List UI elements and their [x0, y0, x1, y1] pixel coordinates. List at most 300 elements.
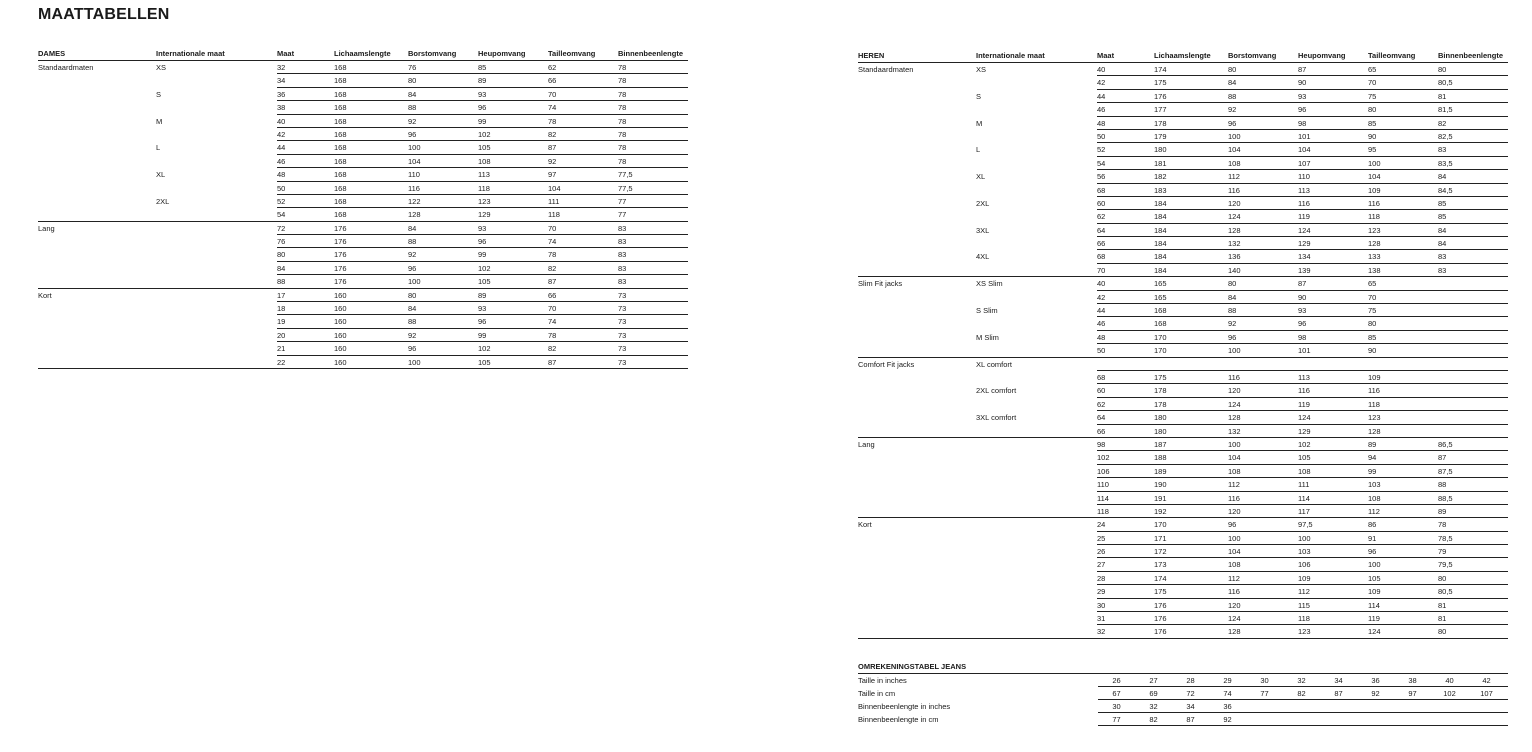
heren-table-cell: [858, 184, 976, 197]
heren-table-cell: [976, 371, 1097, 384]
dames-table-cell: [156, 182, 277, 195]
heren-table-cell: 176: [1154, 627, 1167, 637]
jeans-table-cell: 82: [1297, 689, 1306, 698]
heren-header-cell: HEREN: [858, 51, 885, 60]
heren-table-row: [858, 492, 1508, 505]
heren-header-cell: Internationale maat: [976, 51, 1045, 60]
heren-table-cell: 192: [1154, 506, 1167, 516]
heren-table-cell: [976, 478, 1097, 491]
heren-table-cell: 81: [1438, 91, 1447, 101]
heren-table-cell: 184: [1154, 239, 1167, 249]
heren-table-cell: 119: [1368, 614, 1380, 624]
heren-table-cell: 89: [1438, 506, 1447, 516]
dames-table-cell: 100: [408, 357, 421, 367]
heren-table-cell: 124: [1228, 614, 1241, 624]
jeans-table-cell: 87: [1334, 689, 1343, 698]
heren-table-row: [858, 371, 1508, 384]
heren-table-cell: 178: [1154, 118, 1167, 128]
jeans-table-cell: 87: [1186, 715, 1195, 724]
heren-table-cell: 117: [1298, 506, 1310, 516]
heren-table-row: [858, 317, 1508, 330]
heren-table-cell: 62: [1097, 212, 1106, 222]
heren-table-cell: 104: [1228, 453, 1241, 463]
heren-table-cell: [858, 425, 976, 437]
dames-table-cell: 105: [478, 143, 491, 153]
heren-table-cell: [858, 291, 976, 304]
heren-table-cell: [858, 317, 976, 330]
heren-table-cell: 184: [1154, 198, 1167, 208]
dames-table-cell: 176: [334, 250, 347, 260]
jeans-table-cell: 77: [1112, 715, 1121, 724]
heren-table-cell: 181: [1154, 158, 1167, 168]
heren-table-row: [858, 425, 1508, 438]
heren-table-cell: [976, 210, 1097, 223]
jeans-table-cell: 42: [1482, 676, 1491, 685]
heren-table-cell: 180: [1154, 145, 1167, 155]
heren-table-cell: [858, 170, 976, 183]
dames-table-cell: [156, 342, 277, 355]
heren-table-cell: 3XL comfort: [976, 413, 1017, 423]
dames-table-cell: 74: [548, 317, 557, 327]
heren-table-cell: 68: [1097, 372, 1106, 382]
heren-table-cell: 120: [1228, 386, 1241, 396]
heren-table-cell: [858, 224, 976, 237]
dames-table-cell: 76: [408, 63, 417, 72]
heren-table-cell: [858, 371, 976, 384]
heren-table-cell: [976, 505, 1097, 517]
heren-header-cell: Heupomvang: [1298, 51, 1346, 60]
heren-table-cell: 96: [1228, 332, 1237, 342]
heren-table-row: [858, 304, 1508, 317]
heren-table-cell: 70: [1368, 78, 1377, 88]
heren-table-cell: 139: [1298, 265, 1311, 275]
heren-table-cell: 46: [1097, 105, 1106, 115]
dames-table-row: [38, 61, 688, 74]
dames-table-cell: XS: [156, 63, 167, 72]
dames-table-cell: 83: [618, 250, 627, 260]
dames-table-cell: 78: [618, 156, 627, 166]
heren-table-cell: [976, 465, 1097, 478]
heren-table-cell: 84,5: [1438, 185, 1453, 195]
dames-table-cell: [156, 208, 277, 220]
heren-table-cell: 184: [1154, 265, 1167, 275]
dames-table-cell: 102: [478, 344, 491, 354]
heren-table-cell: [1438, 411, 1508, 424]
heren-table-cell: 28: [1097, 573, 1106, 583]
jeans-table-cell: 38: [1408, 676, 1417, 685]
dames-table-cell: 168: [334, 63, 347, 72]
dames-table-cell: 80: [408, 76, 417, 86]
heren-table-cell: [858, 264, 976, 276]
heren-table-cell: [976, 545, 1097, 558]
dames-table-cell: 78: [618, 89, 627, 99]
heren-table-cell: 134: [1298, 252, 1311, 262]
heren-table-cell: 103: [1298, 547, 1311, 557]
heren-table-cell: 87: [1438, 453, 1447, 463]
heren-table-cell: [976, 184, 1097, 197]
heren-table-cell: [858, 210, 976, 223]
heren-table-cell: 26: [1097, 547, 1106, 557]
dames-table-cell: 84: [408, 223, 417, 233]
heren-table-cell: [858, 599, 976, 612]
heren-table-cell: [1438, 291, 1508, 304]
heren-table-cell: 106: [1097, 466, 1110, 476]
heren-table-cell: 96: [1228, 520, 1237, 530]
dames-table-cell: 70: [548, 304, 557, 314]
heren-table-row: [858, 224, 1508, 237]
jeans-table-cell: 97: [1408, 689, 1417, 698]
heren-table-cell: 79,5: [1438, 560, 1453, 570]
jeans-table-row: [858, 674, 1508, 687]
heren-table-cell: M: [976, 118, 983, 128]
heren-table-cell: 113: [1298, 372, 1310, 382]
dames-table-cell: 84: [408, 304, 417, 314]
dames-header-cell: DAMES: [38, 49, 66, 58]
heren-table-cell: 91: [1368, 533, 1377, 543]
heren-table-cell: 80: [1368, 319, 1377, 329]
heren-table-cell: 100: [1228, 439, 1241, 449]
dames-table-cell: 176: [334, 263, 347, 273]
dames-table-cell: 108: [478, 156, 491, 166]
heren-table-cell: [976, 130, 1097, 143]
dames-table-cell: 122: [408, 196, 421, 206]
dames-table-cell: 176: [334, 237, 347, 247]
heren-table-row: [858, 130, 1508, 143]
heren-table-cell: 116: [1228, 372, 1240, 382]
dames-table-cell: 160: [334, 304, 347, 314]
heren-table-cell: 65: [1368, 65, 1377, 74]
dames-table-cell: 72: [277, 223, 286, 233]
jeans-table-cell: 30: [1260, 676, 1269, 685]
heren-table-cell: S Slim: [976, 306, 998, 316]
heren-table-cell: [858, 478, 976, 491]
jeans-table-cell: 26: [1112, 676, 1121, 685]
heren-header-cell: Lichaamslengte: [1154, 51, 1211, 60]
heren-table-cell: 31: [1097, 614, 1106, 624]
heren-table-cell: 175: [1154, 372, 1167, 382]
heren-table-cell: Slim Fit jacks: [858, 279, 903, 289]
dames-table-cell: 99: [478, 330, 487, 340]
dames-table-cell: [38, 74, 156, 87]
heren-table-cell: 87,5: [1438, 466, 1453, 476]
heren-table-cell: 50: [1097, 131, 1106, 141]
dames-table-cell: 66: [548, 76, 557, 86]
heren-table-cell: [976, 612, 1097, 625]
heren-table-cell: 123: [1368, 413, 1381, 423]
dames-table-cell: 87: [548, 143, 557, 153]
heren-table-cell: 88: [1438, 480, 1447, 490]
dames-table-cell: 168: [334, 156, 347, 166]
heren-table-cell: [858, 612, 976, 625]
heren-table-cell: 124: [1298, 225, 1311, 235]
dames-table-cell: 97: [548, 170, 557, 180]
page-title: MAATTABELLEN: [38, 6, 170, 23]
dames-table-cell: 113: [478, 170, 490, 180]
jeans-table-cell: 28: [1186, 676, 1195, 685]
heren-table-cell: [858, 465, 976, 478]
jeans-table-row: [858, 700, 1508, 713]
heren-table-cell: [1438, 358, 1508, 371]
dames-header-cell: Tailleomvang: [548, 49, 596, 58]
dames-table-cell: 73: [618, 317, 627, 327]
jeans-table-cell: 69: [1149, 689, 1158, 698]
heren-table-cell: 89: [1368, 439, 1377, 449]
dames-table-cell: 89: [478, 76, 487, 86]
dames-table-cell: 102: [478, 129, 491, 139]
heren-table-cell: 114: [1298, 493, 1310, 503]
heren-table-cell: 85: [1368, 118, 1377, 128]
heren-table-cell: 86,5: [1438, 439, 1453, 449]
heren-table-cell: 2XL comfort: [976, 386, 1017, 396]
dames-table-cell: 78: [618, 129, 627, 139]
dames-table-row: [38, 101, 688, 114]
dames-table-cell: 84: [277, 263, 286, 273]
dames-table-cell: 92: [408, 330, 417, 340]
heren-table-cell: 107: [1298, 158, 1311, 168]
dames-table-cell: 73: [618, 290, 627, 300]
heren-table-cell: [976, 572, 1097, 585]
heren-table-cell: [976, 264, 1097, 276]
heren-table-row: [858, 411, 1508, 424]
heren-table-cell: 138: [1368, 265, 1381, 275]
dames-table-cell: 80: [408, 290, 417, 300]
heren-table-row: [858, 63, 1508, 76]
heren-table-row: [858, 103, 1508, 116]
dames-table-cell: 18: [277, 304, 286, 314]
dames-table-row: [38, 289, 688, 302]
dames-table-cell: M: [156, 116, 163, 126]
heren-table-cell: [858, 157, 976, 170]
heren-table-cell: 170: [1154, 520, 1167, 530]
heren-table-cell: [858, 625, 976, 637]
heren-table-row: [858, 250, 1508, 263]
dames-table-cell: 83: [618, 263, 627, 273]
heren-table-cell: XL: [976, 172, 986, 182]
dames-table-cell: 160: [334, 290, 347, 300]
heren-table-cell: XS: [976, 65, 987, 74]
heren-table-cell: 80: [1438, 627, 1447, 637]
dames-table-cell: 21: [277, 344, 286, 354]
heren-table-row: [858, 90, 1508, 103]
heren-table-cell: 85: [1368, 332, 1377, 342]
heren-table-cell: M Slim: [976, 332, 999, 342]
dames-table-cell: 99: [478, 250, 487, 260]
heren-table-cell: 168: [1154, 319, 1167, 329]
heren-table-cell: [1438, 425, 1508, 437]
dames-table-cell: 168: [334, 183, 347, 193]
dames-table-cell: 44: [277, 143, 286, 153]
heren-table-cell: 82,5: [1438, 131, 1453, 141]
heren-table-cell: 88,5: [1438, 493, 1453, 503]
heren-table-row: [858, 625, 1508, 638]
dames-table-cell: 87: [548, 357, 557, 367]
heren-table-row: [858, 344, 1508, 357]
heren-table-cell: 165: [1154, 292, 1167, 302]
dames-table-row: [38, 74, 688, 87]
jeans-table-cell: 74: [1223, 689, 1232, 698]
dames-table-cell: 160: [334, 344, 347, 354]
heren-table-cell: [858, 411, 976, 424]
heren-table-cell: [976, 76, 1097, 89]
heren-table-cell: 100: [1368, 560, 1381, 570]
heren-table-cell: 90: [1368, 346, 1377, 356]
heren-table-cell: 88: [1228, 306, 1237, 316]
heren-table-cell: [1438, 277, 1508, 290]
dames-table-cell: 96: [478, 103, 487, 113]
heren-table-cell: 109: [1368, 587, 1381, 597]
heren-table-cell: 42: [1097, 78, 1106, 88]
heren-table-cell: [976, 492, 1097, 505]
dames-table-cell: 111: [548, 196, 560, 206]
dames-table-cell: 128: [408, 210, 421, 220]
heren-table-cell: [858, 398, 976, 411]
heren-table-cell: 85: [1438, 212, 1447, 222]
heren-table-cell: 85: [1438, 198, 1447, 208]
jeans-row-label: Taille in inches: [858, 676, 907, 685]
heren-table-cell: 189: [1154, 466, 1167, 476]
heren-table-cell: [858, 250, 976, 263]
heren-table-row: [858, 384, 1508, 397]
heren-table-row: [858, 117, 1508, 130]
heren-table-cell: 104: [1228, 547, 1241, 557]
heren-table-cell: 124: [1298, 413, 1311, 423]
heren-table-cell: 94: [1368, 453, 1377, 463]
heren-table-cell: [1298, 358, 1368, 371]
heren-table-cell: 80: [1368, 105, 1377, 115]
heren-table-cell: 44: [1097, 306, 1106, 316]
dames-table-cell: 129: [478, 210, 491, 220]
dames-header-row: [38, 48, 688, 61]
heren-table-cell: 78,5: [1438, 533, 1453, 543]
heren-table-cell: 92: [1228, 319, 1237, 329]
heren-table-cell: [858, 117, 976, 130]
heren-table-cell: 62: [1097, 399, 1106, 409]
heren-table-cell: 133: [1368, 252, 1381, 262]
dames-table-cell: 176: [334, 223, 347, 233]
dames-table-cell: [38, 302, 156, 315]
heren-table-cell: [976, 317, 1097, 330]
dames-table-cell: 116: [408, 183, 420, 193]
dames-table-cell: 77,5: [618, 183, 633, 193]
heren-table-cell: 48: [1097, 118, 1106, 128]
heren-table-cell: 136: [1228, 252, 1241, 262]
heren-table-row: [858, 143, 1508, 156]
dames-table-row: [38, 222, 688, 235]
heren-table-row: [858, 197, 1508, 210]
dames-table-row: [38, 342, 688, 355]
heren-table-cell: 56: [1097, 172, 1106, 182]
dames-table-row: [38, 275, 688, 288]
heren-table-cell: 140: [1228, 265, 1241, 275]
heren-table-cell: 95: [1368, 145, 1377, 155]
heren-table-cell: 100: [1228, 533, 1241, 543]
heren-table-cell: 48: [1097, 332, 1106, 342]
heren-table-cell: 188: [1154, 453, 1167, 463]
heren-table-cell: 83: [1438, 145, 1447, 155]
dames-table-cell: 76: [277, 237, 286, 247]
dames-table-cell: [38, 115, 156, 128]
heren-table-cell: [1438, 331, 1508, 344]
dames-table-cell: 168: [334, 210, 347, 220]
heren-table-cell: [976, 291, 1097, 304]
heren-table-cell: 178: [1154, 386, 1167, 396]
heren-table-row: [858, 291, 1508, 304]
dames-table-cell: [156, 248, 277, 261]
heren-table-row: [858, 277, 1508, 290]
heren-table-cell: [858, 451, 976, 464]
jeans-table-cell: 36: [1371, 676, 1380, 685]
dames-table-row: [38, 262, 688, 275]
dames-table-cell: 78: [618, 103, 627, 113]
dames-table-cell: 77: [618, 210, 627, 220]
dames-table-cell: 160: [334, 330, 347, 340]
heren-table-row: [858, 478, 1508, 491]
heren-table-cell: 184: [1154, 252, 1167, 262]
heren-table-cell: 32: [1097, 627, 1106, 637]
heren-table-cell: 116: [1368, 386, 1380, 396]
heren-table-cell: 168: [1154, 306, 1167, 316]
dames-table-cell: 83: [618, 237, 627, 247]
dames-table-cell: Standaardmaten: [38, 63, 94, 72]
heren-table-cell: [858, 237, 976, 250]
dames-table-cell: [38, 315, 156, 328]
heren-table-cell: 187: [1154, 439, 1167, 449]
heren-table-cell: 116: [1298, 386, 1310, 396]
dames-table-cell: [38, 182, 156, 195]
heren-table-cell: 79: [1438, 547, 1447, 557]
heren-table-row: [858, 505, 1508, 518]
heren-table-cell: L: [976, 145, 981, 155]
heren-table-cell: [858, 532, 976, 545]
heren-table-cell: 100: [1368, 158, 1381, 168]
heren-table-cell: S: [976, 91, 982, 101]
jeans-row-label: Binnenbeenlengte in inches: [858, 702, 951, 711]
dames-table-cell: 78: [618, 76, 627, 86]
heren-table-cell: Lang: [858, 439, 875, 449]
heren-table-cell: [858, 76, 976, 89]
dames-table-cell: 77,5: [618, 170, 633, 180]
heren-table-row: [858, 210, 1508, 223]
jeans-table-cell: 72: [1186, 689, 1195, 698]
heren-table-cell: 65: [1368, 279, 1377, 289]
dames-header-cell: Binnenbeenlengte: [618, 49, 684, 58]
heren-header-row: [858, 50, 1508, 63]
heren-table-cell: 104: [1298, 145, 1311, 155]
heren-table-cell: 102: [1097, 453, 1110, 463]
dames-table-row: [38, 141, 688, 154]
dames-table-cell: [38, 141, 156, 154]
jeans-row-label: Taille in cm: [858, 689, 896, 698]
heren-table-cell: 177: [1154, 105, 1167, 115]
heren-table-cell: 104: [1368, 172, 1381, 182]
heren-table-cell: 70: [1097, 265, 1106, 275]
dames-table-cell: 96: [408, 263, 417, 273]
heren-table-cell: 84: [1228, 292, 1237, 302]
heren-table-cell: 118: [1368, 212, 1380, 222]
heren-table-row: [858, 451, 1508, 464]
heren-table-cell: 97,5: [1298, 520, 1313, 530]
heren-table-cell: 42: [1097, 292, 1106, 302]
heren-table-cell: 114: [1097, 493, 1109, 503]
heren-table-cell: 116: [1368, 198, 1380, 208]
heren-table-cell: 108: [1228, 560, 1241, 570]
dames-table-cell: [38, 88, 156, 101]
heren-table-cell: 106: [1298, 560, 1311, 570]
heren-table-cell: 30: [1097, 600, 1106, 610]
dames-header-cell: Lichaamslengte: [334, 49, 391, 58]
dames-table-cell: [38, 195, 156, 208]
dames-table-cell: 83: [618, 277, 627, 287]
